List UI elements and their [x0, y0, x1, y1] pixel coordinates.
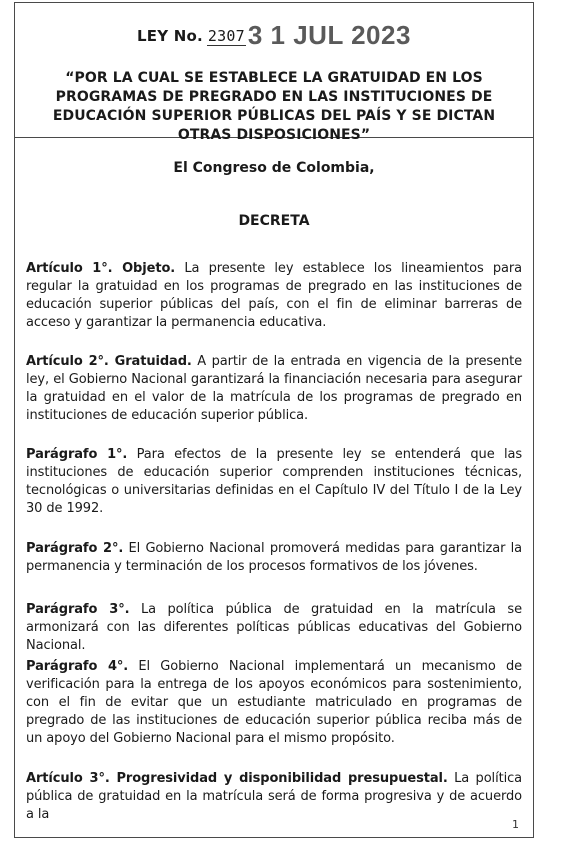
date-stamp: 3 1 JUL 2023	[247, 20, 411, 50]
article-text: La política pública de gratuidad en la matrícula será de forma progresiva y de acuerdo a la	[26, 771, 522, 822]
article-heading: Parágrafo 1°.	[26, 447, 128, 462]
article-heading: Artículo 2°. Gratuidad.	[26, 354, 192, 369]
ley-number: 2307	[207, 27, 245, 45]
document-page	[14, 2, 534, 838]
article-2	[26, 353, 522, 425]
paragrafo-1	[26, 446, 522, 518]
decreta-heading: DECRETA	[238, 213, 310, 229]
paragrafo-3	[26, 601, 522, 655]
ley-label: LEY No.	[137, 27, 203, 45]
article-text: La presente ley establece los lineamientos para regular la gratuidad en los programas de pregrado en las instituciones de educación superior públicas del país, con el fin de eliminar barreras de acceso y garantizar la permanencia educativa.	[26, 261, 522, 330]
congreso-heading: El Congreso de Colombia,	[173, 160, 375, 176]
article-heading: Parágrafo 2°.	[26, 541, 124, 556]
article-text: La política pública de gratuidad en la matrícula se armonizará con las diferentes políticas públicas educativas del Gobierno Nacional.	[26, 602, 523, 653]
article-heading: Parágrafo 3°.	[26, 602, 130, 617]
paragrafo-4	[26, 658, 522, 748]
paragrafo-2	[26, 540, 522, 576]
page-number: 1	[512, 818, 519, 831]
article-1	[26, 260, 522, 332]
law-title: “POR LA CUAL SE ESTABLECE LA GRATUIDAD EN LOS PROGRAMAS DE PREGRADO EN LAS INSTITUCIONES DE EDUCACIÓN SUPERIOR PÚBLICAS DEL PAÍS Y SE DICTAN OTRAS DISPOSICIONES”	[52, 70, 496, 143]
article-heading: Parágrafo 4°.	[26, 659, 129, 674]
article-text: El Gobierno Nacional implementará un mecanismo de verificación para la entrega de los apoyos económicos para sostenimiento, con el fin de evitar que un estudiante matriculado en programas de pregrado de las instituciones de educación superior pública reciba más de un apoyo del Gobierno Nacional para el mismo propósito.	[26, 659, 522, 746]
article-text: A partir de la entrada en vigencia de la presente ley, el Gobierno Nacional garantizará la financiación necesaria para asegurar la gratuidad en el valor de la matrícula de los programas de pregrado en instituciones de educación superior pública.	[26, 354, 522, 423]
article-text: El Gobierno Nacional promoverá medidas para garantizar la permanencia y terminación de los procesos formativos de los jóvenes.	[26, 541, 523, 574]
article-text: Para efectos de la presente ley se entenderá que las instituciones de educación superior comprenden instituciones técnicas, tecnológicas o universitarias definidas en el Capítulo IV del Título I de la Ley 30 de 1992.	[26, 447, 523, 516]
ley-line	[15, 17, 533, 48]
article-3	[26, 770, 522, 824]
document-header	[15, 3, 533, 143]
article-heading: Artículo 3°. Progresividad y disponibilidad presupuestal.	[26, 771, 448, 786]
article-heading: Artículo 1°. Objeto.	[26, 261, 176, 276]
